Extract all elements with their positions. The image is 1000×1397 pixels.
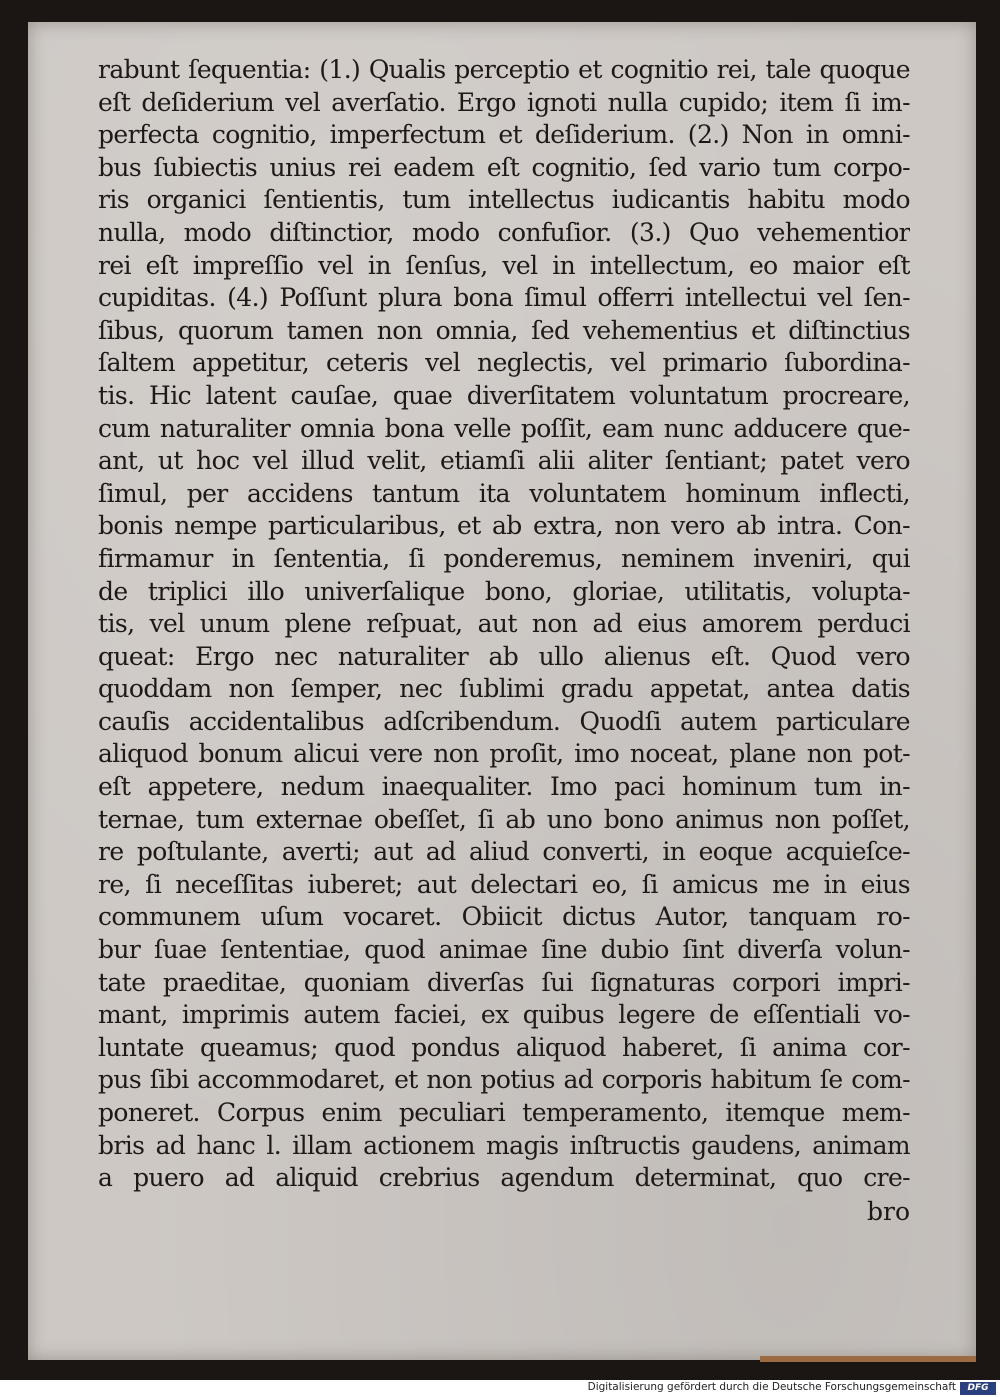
text-line: ternae, tum externae obeſſet, ſi ab uno bono animus non poſſet, <box>98 804 910 834</box>
text-line: mant, imprimis autem faciei, ex quibus legere de eſſentiali vo- <box>98 1000 910 1030</box>
text-line: firmamur in ſententia, ſi ponderemus, neminem inveniri, qui <box>98 543 910 573</box>
text-line: eſt appetere, nedum inaequaliter. Imo paci hominum tum in- <box>98 772 910 802</box>
text-line: eſt deſiderium vel averſatio. Ergo ignoti nulla cupido; item ſi im- <box>98 87 910 117</box>
text-line: perfecta cognitio, imperfectum et deſiderium. (2.) Non in omni- <box>98 120 910 150</box>
text-line: bus ſubiectis unius rei eadem eſt cognitio, ſed vario tum corpo- <box>98 152 910 182</box>
dfg-logo: DFG <box>960 1382 996 1395</box>
text-line: ris organici ſentientis, tum intellectus iudicantis habitu modo <box>98 185 910 215</box>
text-line: bris ad hanc l. illam actionem magis inſtructis gaudens, animam <box>98 1130 910 1160</box>
text-line: rabunt ſequentia: (1.) Qualis perceptio et cognitio rei, tale quoque <box>98 55 910 84</box>
text-line: rei eſt impreſſio vel in ſenſus, vel in intellectum, eo maior eſt <box>98 250 910 280</box>
text-line: pus ſibi accommodaret, et non potius ad corporis habitum ſe com- <box>98 1065 910 1095</box>
text-line: bur ſuae ſententiae, quod animae ſine dubio ſint diverſa volun- <box>98 935 910 965</box>
text-line: aliquod bonum alicui vere non proſit, imo noceat, plane non pot- <box>98 739 910 769</box>
catchword: bro <box>866 1196 910 1226</box>
text-line: cum naturaliter omnia bona velle poſſit, eam nunc adducere que- <box>98 413 910 443</box>
text-line: communem uſum vocaret. Obiicit dictus Autor, tanquam ro- <box>98 902 910 932</box>
text-line: luntate queamus; quod pondus aliquod haberet, ſi anima cor- <box>98 1032 910 1062</box>
text-line: ſaltem appetitur, ceteris vel neglectis, vel primario ſubordina- <box>98 348 910 378</box>
body-text <box>98 54 910 1229</box>
text-line: quoddam non ſemper, nec ſublimi gradu appetat, antea datis <box>98 674 910 704</box>
text-line: tis, vel unum plene reſpuat, aut non ad eius amorem perduci <box>98 609 910 639</box>
text-line: queat: Ergo nec naturaliter ab ullo alienus eſt. Quod vero <box>98 641 910 671</box>
text-line: bonis nempe particularibus, et ab extra, non vero ab intra. Con- <box>98 511 910 541</box>
text-line: poneret. Corpus enim peculiari temperamento, itemque mem- <box>98 1098 910 1127</box>
text-line: ant, ut hoc vel illud velit, etiamſi alii aliter ſentiant; patet vero <box>98 446 910 476</box>
text-line: a puero ad aliquid crebrius agendum determinat, quo cre- <box>98 1163 910 1193</box>
footer-credit: Digitalisierung gefördert durch die Deutsche Forschungsgemeinschaft <box>587 1381 956 1393</box>
text-line: nulla, modo diſtinctior, modo confuſior. (3.) Quo vehementior <box>98 217 910 247</box>
text-line: ſimul, per accidens tantum ita voluntatem hominum inflecti, <box>98 478 910 508</box>
text-line: cupiditas. (4.) Poſſunt plura bona ſimul offerri intellectui vel ſen- <box>98 283 910 313</box>
text-line: re, ſi neceſſitas iuberet; aut delectari eo, ſi amicus me in eius <box>98 869 910 899</box>
text-line: cauſis accidentalibus adſcribendum. Quodſi autem particulare <box>98 706 910 736</box>
digitization-footer <box>0 1380 1000 1397</box>
text-line: tis. Hic latent cauſae, quae diverſitatem voluntatum procreare, <box>98 380 910 410</box>
text-line: re poſtulante, averti; aut ad aliud converti, in eoque acquieſce- <box>98 837 910 867</box>
text-line: tate praeditae, quoniam diverſas ſui ſignaturas corpori impri- <box>98 967 910 997</box>
page-edge <box>760 1356 976 1362</box>
text-line: de triplici illo univerſalique bono, gloriae, utilitatis, volupta- <box>98 576 910 606</box>
text-line: ſibus, quorum tamen non omnia, ſed vehementius et diſtinctius <box>98 315 910 345</box>
